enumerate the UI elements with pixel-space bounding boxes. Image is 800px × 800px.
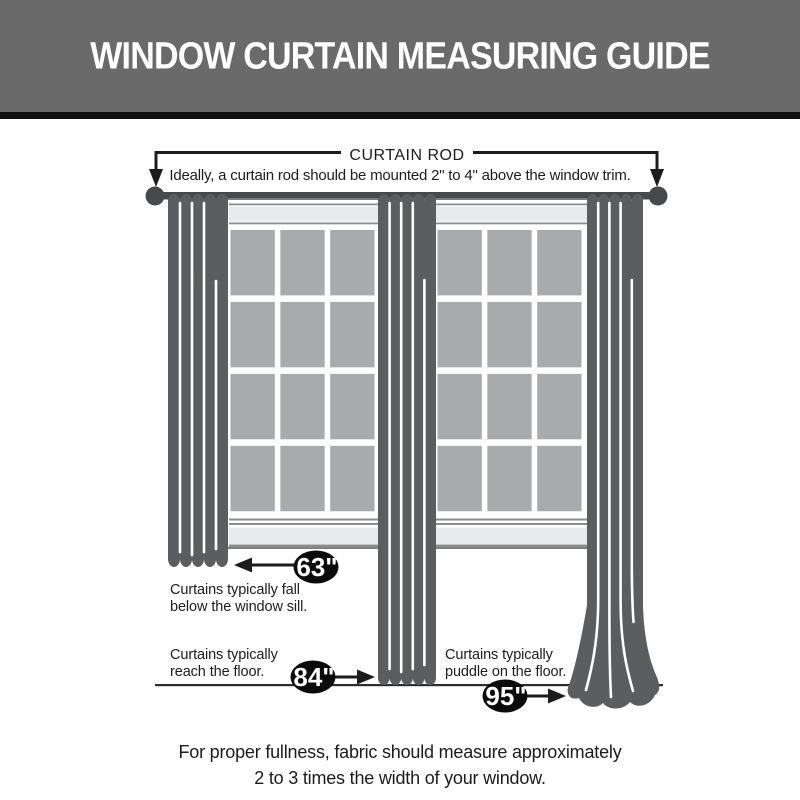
- sill-arrow-head: [234, 558, 252, 573]
- window-pane: [438, 374, 482, 439]
- puddle-arrow-head: [548, 689, 566, 704]
- fullness-note: [0, 739, 800, 791]
- window-pane: [280, 230, 324, 295]
- puddle-label-line1: Curtains typically: [445, 647, 553, 663]
- window-pane: [487, 374, 531, 439]
- window-pane: [438, 302, 482, 367]
- window-pane: [280, 374, 324, 439]
- header-banner: [0, 0, 800, 112]
- rod-callout: [149, 147, 664, 187]
- curtain-left-panel: [168, 194, 228, 567]
- page-title: WINDOW CURTAIN MEASURING GUIDE: [90, 34, 710, 77]
- puddle-badge-value: 95": [485, 681, 527, 711]
- window-pane: [487, 302, 531, 367]
- curtain-left: [168, 194, 228, 567]
- header-underline: [0, 112, 800, 119]
- window-pane: [231, 446, 275, 511]
- window-pane: [231, 230, 275, 295]
- window-pane: [330, 446, 374, 511]
- window-pane: [537, 374, 581, 439]
- rod-finial-right: [649, 187, 668, 206]
- rod-finial-left: [146, 187, 165, 206]
- window-pane: [537, 302, 581, 367]
- floor-badge-value: 84": [293, 662, 335, 692]
- floor-label-line2: reach the floor.: [170, 664, 265, 680]
- sill-label-line2: below the window sill.: [170, 599, 308, 615]
- window-pane: [280, 446, 324, 511]
- rod-tip-text: Ideally, a curtain rod should be mounted 2" to 4" above the window trim.: [169, 167, 631, 184]
- window-pane: [280, 302, 324, 367]
- floor-label-line1: Curtains typically: [170, 647, 278, 663]
- fullness-note-line2: 2 to 3 times the width of your window.: [254, 768, 546, 788]
- window-pane: [537, 230, 581, 295]
- rod-bracket-arrow-right: [650, 169, 664, 187]
- window-pane: [231, 374, 275, 439]
- curtain-middle: [378, 194, 436, 685]
- window-pane: [330, 374, 374, 439]
- rod-bracket-arrow-left: [149, 169, 163, 187]
- measurement-puddle: [445, 647, 566, 713]
- window-pane: [537, 446, 581, 511]
- sill-label-line1: Curtains typically fall: [170, 582, 300, 598]
- rod-label: CURTAIN ROD: [349, 147, 465, 164]
- sill-badge-value: 63": [296, 552, 338, 582]
- floor-arrow-head: [357, 670, 375, 685]
- window-pane: [487, 230, 531, 295]
- fullness-note-line1: For proper fullness, fabric should measure approximately: [178, 742, 622, 762]
- window-pane: [438, 230, 482, 295]
- curtain-middle-panel: [378, 194, 436, 685]
- window-pane: [231, 302, 275, 367]
- window-pane: [487, 446, 531, 511]
- puddle-label-line2: puddle on the floor.: [445, 664, 567, 680]
- measurement-floor: [170, 647, 375, 694]
- window-pane: [438, 446, 482, 511]
- window-pane: [330, 302, 374, 367]
- window-pane: [330, 230, 374, 295]
